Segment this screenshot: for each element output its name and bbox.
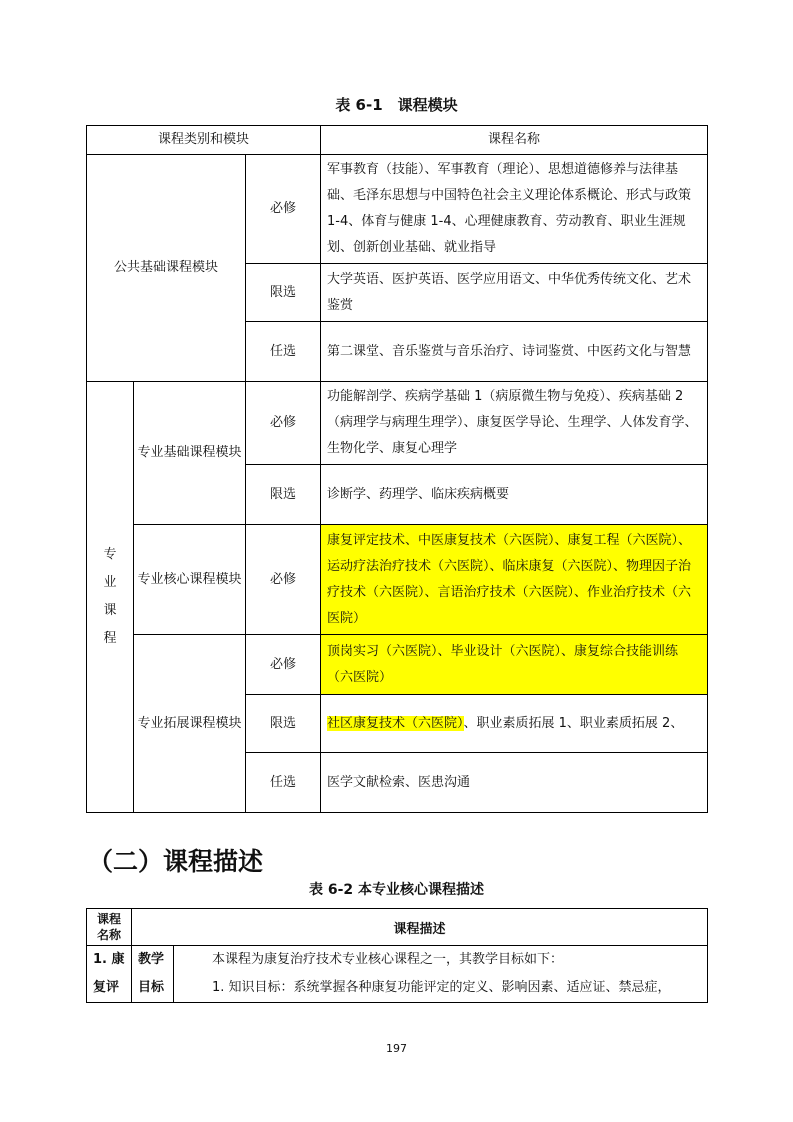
course-names-cell: 功能解剖学、疾病学基础 1（病原微生物与免疫）、疾病基础 2（病理学与病理生理学）、康复医学导论、生理学、人体发育学、生物化学、康复心理学 xyxy=(321,382,708,465)
header-course-description: 课程描述 xyxy=(132,909,708,946)
table-row xyxy=(87,525,708,635)
core-module-cell: 专业核心课程模块 xyxy=(134,525,246,635)
highlighted-course: 社区康复技术（六医院） xyxy=(327,715,464,731)
page-number: 197 xyxy=(386,1042,407,1055)
header-category: 课程类别和模块 xyxy=(87,126,321,155)
course-name-cell: 1. 康复评 xyxy=(87,946,132,1003)
course-names-cell-highlighted: 康复评定技术、中医康复技术（六医院）、康复工程（六医院）、运动疗法治疗技术（六医院）、临床康复（六医院）、物理因子治疗技术（六医院）、言语治疗技术（六医院）、作业治疗技术（六医院） xyxy=(321,525,708,635)
course-names-cell: 第二课堂、音乐鉴赏与音乐治疗、诗词鉴赏、中医药文化与智慧 xyxy=(321,322,708,382)
table-row xyxy=(87,155,708,264)
description-line: 本课程为康复治疗技术专业核心课程之一，其教学目标如下： xyxy=(212,952,564,967)
type-cell: 限选 xyxy=(246,695,321,753)
course-names-cell: 医学文献检索、医患沟通 xyxy=(321,753,708,813)
foundation-module-cell: 专业基础课程模块 xyxy=(134,382,246,525)
professional-category-label: 专业课程 xyxy=(103,547,117,646)
course-names-cell-highlighted: 顶岗实习（六医院）、毕业设计（六医院）、康复综合技能训练（六医院） xyxy=(321,635,708,695)
course-names-cell: 大学英语、医护英语、医学应用语文、中华优秀传统文化、艺术鉴赏 xyxy=(321,264,708,322)
table-row xyxy=(87,946,708,1003)
core-course-description-table xyxy=(86,908,708,1003)
type-cell: 必修 xyxy=(246,635,321,695)
extension-module-cell: 专业拓展课程模块 xyxy=(134,635,246,813)
course-names-cell xyxy=(321,695,708,753)
header-course-name: 课程名称 xyxy=(87,909,132,946)
course-names-cell: 军事教育（技能）、军事教育（理论）、思想道德修养与法律基础、毛泽东思想与中国特色社会主义理论体系概论、形式与政策 1-4、体育与健康 1-4、心理健康教育、劳动教育、职业生涯规划、创新创业基础、就业指导 xyxy=(321,155,708,264)
type-cell: 任选 xyxy=(246,322,321,382)
type-cell: 必修 xyxy=(246,525,321,635)
table-6-2-title: 表 6-2 本专业核心课程描述 xyxy=(308,882,485,898)
header-course-names: 课程名称 xyxy=(321,126,708,155)
table-header-row xyxy=(87,909,708,946)
course-names-cell: 诊断学、药理学、临床疾病概要 xyxy=(321,465,708,525)
course-module-table xyxy=(86,125,708,813)
course-description-cell xyxy=(174,946,708,1003)
type-cell: 必修 xyxy=(246,382,321,465)
table-6-1-title: 表 6-1 课程模块 xyxy=(335,96,458,114)
type-cell: 限选 xyxy=(246,465,321,525)
course-names-rest: 、职业素质拓展 1、职业素质拓展 2、 xyxy=(463,715,684,731)
table-row xyxy=(87,382,708,465)
table-header-row xyxy=(87,126,708,155)
type-cell: 限选 xyxy=(246,264,321,322)
teaching-goal-label: 教学目标 xyxy=(132,946,174,1003)
public-category-cell: 公共基础课程模块 xyxy=(87,155,246,382)
description-line: 1. 知识目标：系统掌握各种康复功能评定的定义、影响因素、适应证、禁忌症， xyxy=(212,980,671,995)
type-cell: 必修 xyxy=(246,155,321,264)
section-heading: （二）课程描述 xyxy=(88,847,264,876)
type-cell: 任选 xyxy=(246,753,321,813)
professional-category-cell xyxy=(87,382,134,813)
table-row xyxy=(87,635,708,695)
